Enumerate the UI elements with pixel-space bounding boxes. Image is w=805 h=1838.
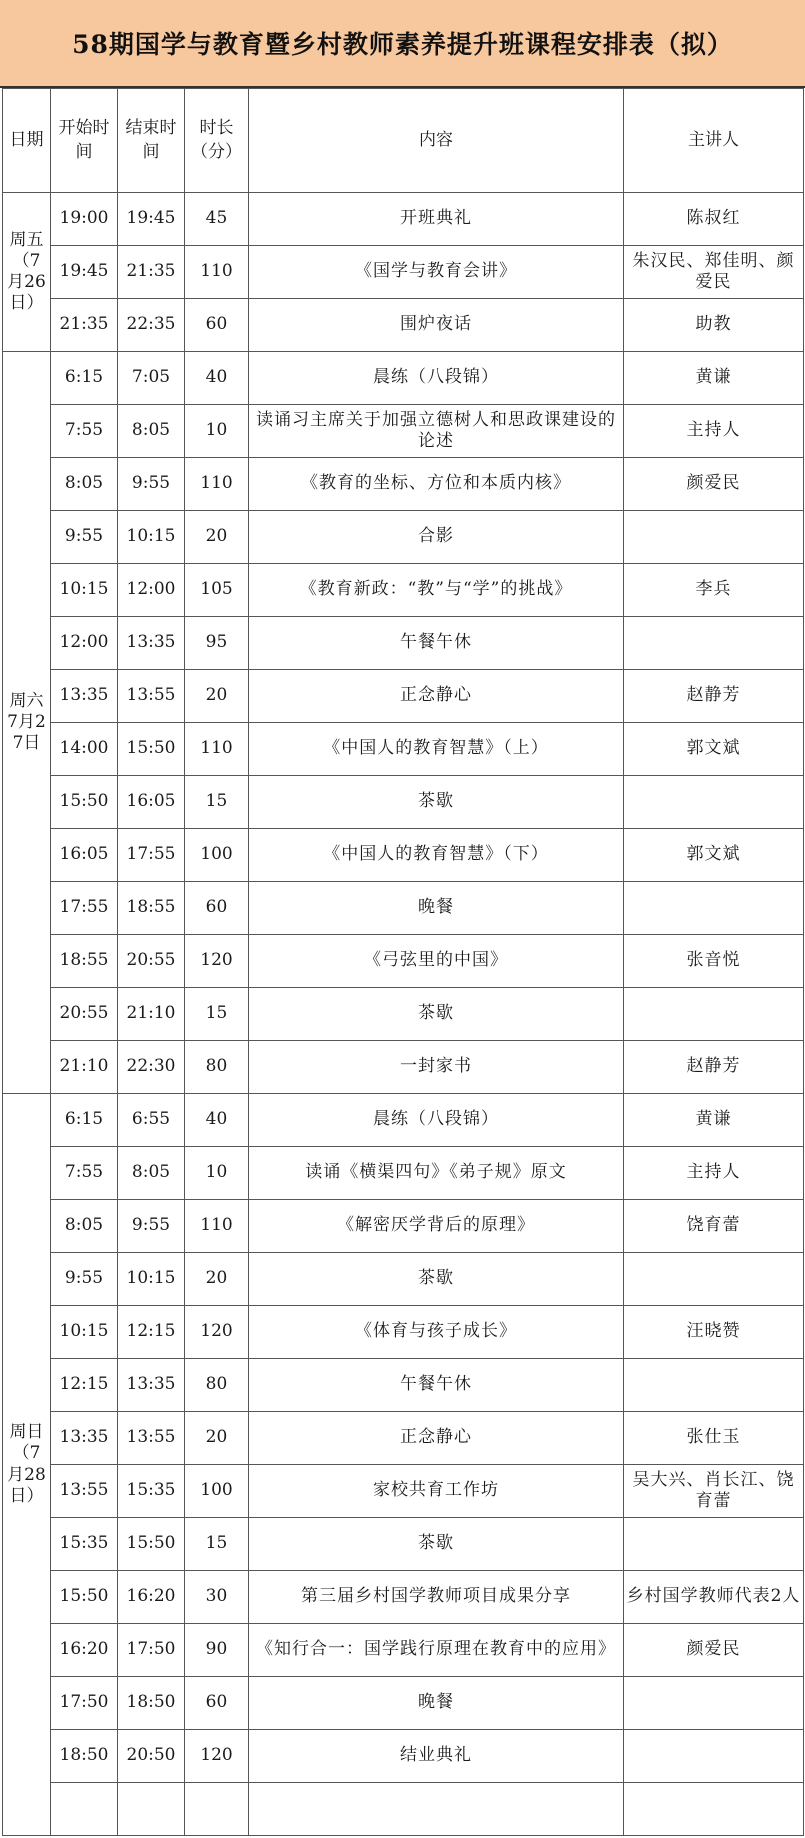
start-time-cell: 9:55 [51, 1253, 118, 1306]
speaker-cell: 朱汉民、郑佳明、颜爱民 [624, 246, 804, 299]
table-row [3, 935, 804, 988]
duration-cell: 45 [185, 193, 249, 246]
content-cell: 晚餐 [249, 1677, 624, 1730]
end-time-cell: 20:50 [118, 1730, 185, 1783]
schedule-body [3, 193, 804, 1836]
speaker-cell [624, 988, 804, 1041]
start-time-cell: 15:35 [51, 1518, 118, 1571]
end-time-cell: 22:35 [118, 299, 185, 352]
duration-cell: 110 [185, 246, 249, 299]
content-cell: 茶歇 [249, 776, 624, 829]
duration-cell: 100 [185, 829, 249, 882]
end-time-cell: 18:50 [118, 1677, 185, 1730]
end-time-cell: 13:35 [118, 617, 185, 670]
speaker-cell: 李兵 [624, 564, 804, 617]
speaker-cell: 饶育蕾 [624, 1200, 804, 1253]
content-cell: 《教育新政：“教”与“学”的挑战》 [249, 564, 624, 617]
speaker-cell: 主持人 [624, 1147, 804, 1200]
header-row [3, 89, 804, 193]
table-row [3, 1677, 804, 1730]
end-time-cell: 13:55 [118, 670, 185, 723]
page-title: 58期国学与教育暨乡村教师素养提升班课程安排表（拟） [0, 0, 805, 88]
start-time-cell: 13:35 [51, 1412, 118, 1465]
start-time-cell: 21:10 [51, 1041, 118, 1094]
end-time-cell [118, 1783, 185, 1836]
content-cell: 正念静心 [249, 1412, 624, 1465]
table-row [3, 1147, 804, 1200]
duration-cell: 110 [185, 723, 249, 776]
table-row [3, 1253, 804, 1306]
duration-cell: 120 [185, 935, 249, 988]
speaker-cell: 张仕玉 [624, 1412, 804, 1465]
duration-cell: 20 [185, 1412, 249, 1465]
table-row [3, 617, 804, 670]
header-end: 结束时间 [118, 89, 185, 193]
speaker-cell: 助教 [624, 299, 804, 352]
end-time-cell: 22:30 [118, 1041, 185, 1094]
start-time-cell: 15:50 [51, 776, 118, 829]
content-cell: 家校共育工作坊 [249, 1465, 624, 1518]
content-cell: 茶歇 [249, 1253, 624, 1306]
end-time-cell: 16:20 [118, 1571, 185, 1624]
content-cell: 围炉夜话 [249, 299, 624, 352]
start-time-cell: 17:55 [51, 882, 118, 935]
table-row [3, 1306, 804, 1359]
table-row [3, 1571, 804, 1624]
table-row [3, 829, 804, 882]
end-time-cell: 15:35 [118, 1465, 185, 1518]
end-time-cell: 13:55 [118, 1412, 185, 1465]
start-time-cell: 15:50 [51, 1571, 118, 1624]
duration-cell: 100 [185, 1465, 249, 1518]
table-row [3, 1359, 804, 1412]
end-time-cell: 13:35 [118, 1359, 185, 1412]
speaker-cell [624, 882, 804, 935]
speaker-cell: 乡村国学教师代表2人 [624, 1571, 804, 1624]
speaker-cell [624, 1518, 804, 1571]
content-cell: 午餐午休 [249, 1359, 624, 1412]
duration-cell: 30 [185, 1571, 249, 1624]
end-time-cell: 21:35 [118, 246, 185, 299]
duration-cell [185, 1783, 249, 1836]
content-cell: 《国学与教育会讲》 [249, 246, 624, 299]
speaker-cell: 颜爱民 [624, 1624, 804, 1677]
duration-cell: 20 [185, 1253, 249, 1306]
content-cell: 《中国人的教育智慧》（下） [249, 829, 624, 882]
speaker-cell: 郭文斌 [624, 829, 804, 882]
duration-cell: 110 [185, 1200, 249, 1253]
day-label: 周六7月27日 [3, 352, 51, 1094]
content-cell: 开班典礼 [249, 193, 624, 246]
table-row [3, 458, 804, 511]
start-time-cell: 14:00 [51, 723, 118, 776]
table-row [3, 564, 804, 617]
content-cell: 《中国人的教育智慧》（上） [249, 723, 624, 776]
table-row [3, 670, 804, 723]
duration-cell: 60 [185, 882, 249, 935]
header-speaker: 主讲人 [624, 89, 804, 193]
start-time-cell: 17:50 [51, 1677, 118, 1730]
end-time-cell: 17:55 [118, 829, 185, 882]
content-cell: 正念静心 [249, 670, 624, 723]
duration-cell: 60 [185, 299, 249, 352]
content-cell: 《教育的坐标、方位和本质内核》 [249, 458, 624, 511]
speaker-cell: 黄谦 [624, 1094, 804, 1147]
start-time-cell: 13:35 [51, 670, 118, 723]
content-cell: 第三届乡村国学教师项目成果分享 [249, 1571, 624, 1624]
end-time-cell: 10:15 [118, 1253, 185, 1306]
table-row [3, 723, 804, 776]
speaker-cell: 主持人 [624, 405, 804, 458]
duration-cell: 60 [185, 1677, 249, 1730]
content-cell: 晨练（八段锦） [249, 1094, 624, 1147]
speaker-cell [624, 1783, 804, 1836]
speaker-cell: 汪晓赞 [624, 1306, 804, 1359]
content-cell: 合影 [249, 511, 624, 564]
start-time-cell [51, 1783, 118, 1836]
table-row [3, 1518, 804, 1571]
duration-cell: 120 [185, 1306, 249, 1359]
end-time-cell: 21:10 [118, 988, 185, 1041]
table-row [3, 882, 804, 935]
speaker-cell: 郭文斌 [624, 723, 804, 776]
start-time-cell: 6:15 [51, 1094, 118, 1147]
duration-cell: 40 [185, 352, 249, 405]
duration-cell: 120 [185, 1730, 249, 1783]
end-time-cell: 19:45 [118, 193, 185, 246]
speaker-cell [624, 1730, 804, 1783]
table-row [3, 246, 804, 299]
content-cell: 读诵《横渠四句》《弟子规》原文 [249, 1147, 624, 1200]
duration-cell: 90 [185, 1624, 249, 1677]
content-cell: 结业典礼 [249, 1730, 624, 1783]
start-time-cell: 16:05 [51, 829, 118, 882]
table-row [3, 1041, 804, 1094]
end-time-cell: 7:05 [118, 352, 185, 405]
table-row [3, 352, 804, 405]
table-row [3, 1094, 804, 1147]
table-row [3, 988, 804, 1041]
content-cell: 晨练（八段锦） [249, 352, 624, 405]
day-label: 周五（7月26日） [3, 193, 51, 352]
start-time-cell: 8:05 [51, 1200, 118, 1253]
end-time-cell: 17:50 [118, 1624, 185, 1677]
duration-cell: 15 [185, 988, 249, 1041]
header-content: 内容 [249, 89, 624, 193]
speaker-cell: 张音悦 [624, 935, 804, 988]
table-row [3, 405, 804, 458]
end-time-cell: 12:00 [118, 564, 185, 617]
end-time-cell: 18:55 [118, 882, 185, 935]
table-row [3, 1783, 804, 1836]
end-time-cell: 15:50 [118, 1518, 185, 1571]
header-start: 开始时间 [51, 89, 118, 193]
end-time-cell: 10:15 [118, 511, 185, 564]
content-cell: 《知行合一：国学践行原理在教育中的应用》 [249, 1624, 624, 1677]
speaker-cell [624, 1253, 804, 1306]
speaker-cell [624, 511, 804, 564]
schedule-table [2, 88, 804, 1836]
start-time-cell: 18:55 [51, 935, 118, 988]
content-cell: 《弓弦里的中国》 [249, 935, 624, 988]
start-time-cell: 7:55 [51, 405, 118, 458]
speaker-cell: 吴大兴、肖长江、饶育蕾 [624, 1465, 804, 1518]
start-time-cell: 19:00 [51, 193, 118, 246]
duration-cell: 20 [185, 511, 249, 564]
day-label: 周日（7月28日） [3, 1094, 51, 1836]
duration-cell: 110 [185, 458, 249, 511]
table-row [3, 1200, 804, 1253]
content-cell: 一封家书 [249, 1041, 624, 1094]
start-time-cell: 10:15 [51, 1306, 118, 1359]
table-row [3, 1465, 804, 1518]
content-cell: 《解密厌学背后的原理》 [249, 1200, 624, 1253]
table-row [3, 1624, 804, 1677]
speaker-cell: 赵静芳 [624, 670, 804, 723]
content-cell: 茶歇 [249, 988, 624, 1041]
speaker-cell [624, 617, 804, 670]
content-cell: 晚餐 [249, 882, 624, 935]
end-time-cell: 9:55 [118, 1200, 185, 1253]
speaker-cell: 黄谦 [624, 352, 804, 405]
start-time-cell: 19:45 [51, 246, 118, 299]
start-time-cell: 12:00 [51, 617, 118, 670]
start-time-cell: 16:20 [51, 1624, 118, 1677]
duration-cell: 20 [185, 670, 249, 723]
table-row [3, 299, 804, 352]
speaker-cell: 赵静芳 [624, 1041, 804, 1094]
end-time-cell: 12:15 [118, 1306, 185, 1359]
start-time-cell: 10:15 [51, 564, 118, 617]
start-time-cell: 21:35 [51, 299, 118, 352]
end-time-cell: 8:05 [118, 405, 185, 458]
duration-cell: 80 [185, 1359, 249, 1412]
duration-cell: 40 [185, 1094, 249, 1147]
content-cell: 读诵习主席关于加强立德树人和思政课建设的论述 [249, 405, 624, 458]
table-row [3, 193, 804, 246]
duration-cell: 80 [185, 1041, 249, 1094]
duration-cell: 95 [185, 617, 249, 670]
header-duration: 时长（分） [185, 89, 249, 193]
table-row [3, 1730, 804, 1783]
end-time-cell: 16:05 [118, 776, 185, 829]
table-row [3, 776, 804, 829]
content-cell: 午餐午休 [249, 617, 624, 670]
end-time-cell: 6:55 [118, 1094, 185, 1147]
speaker-cell [624, 1359, 804, 1412]
start-time-cell: 18:50 [51, 1730, 118, 1783]
content-cell [249, 1783, 624, 1836]
speaker-cell: 颜爱民 [624, 458, 804, 511]
speaker-cell [624, 776, 804, 829]
speaker-cell: 陈叔红 [624, 193, 804, 246]
end-time-cell: 20:55 [118, 935, 185, 988]
start-time-cell: 13:55 [51, 1465, 118, 1518]
duration-cell: 15 [185, 1518, 249, 1571]
duration-cell: 10 [185, 1147, 249, 1200]
end-time-cell: 15:50 [118, 723, 185, 776]
speaker-cell [624, 1677, 804, 1730]
duration-cell: 10 [185, 405, 249, 458]
content-cell: 《体育与孩子成长》 [249, 1306, 624, 1359]
table-row [3, 1412, 804, 1465]
start-time-cell: 8:05 [51, 458, 118, 511]
start-time-cell: 9:55 [51, 511, 118, 564]
end-time-cell: 8:05 [118, 1147, 185, 1200]
content-cell: 茶歇 [249, 1518, 624, 1571]
end-time-cell: 9:55 [118, 458, 185, 511]
duration-cell: 15 [185, 776, 249, 829]
duration-cell: 105 [185, 564, 249, 617]
start-time-cell: 20:55 [51, 988, 118, 1041]
table-row [3, 511, 804, 564]
start-time-cell: 7:55 [51, 1147, 118, 1200]
header-date: 日期 [3, 89, 51, 193]
start-time-cell: 6:15 [51, 352, 118, 405]
start-time-cell: 12:15 [51, 1359, 118, 1412]
